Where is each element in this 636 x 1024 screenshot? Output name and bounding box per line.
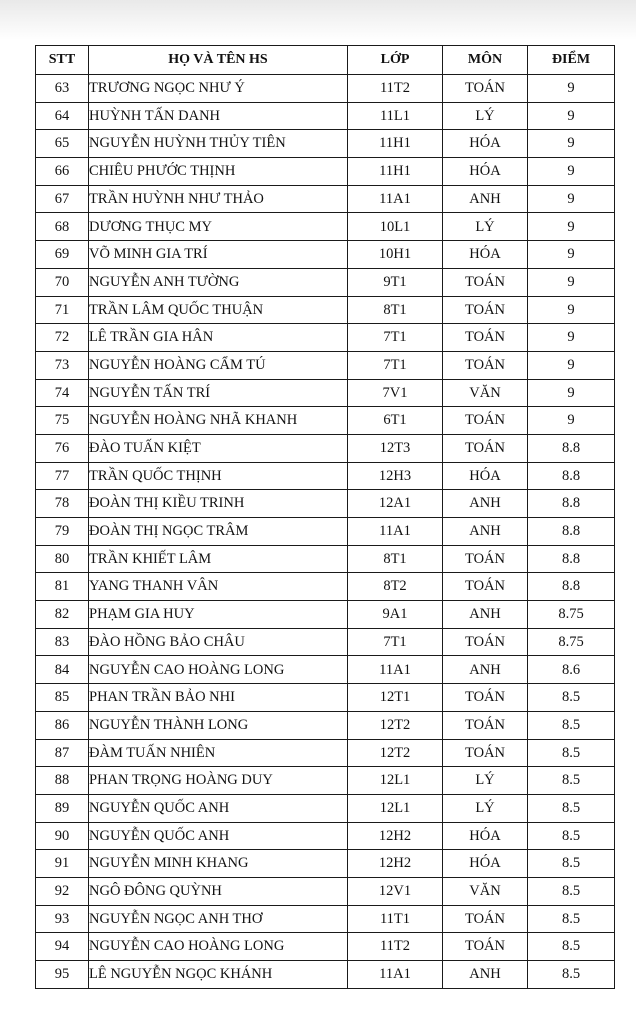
- cell-student-name: NGUYỄN TẤN TRÍ: [89, 379, 348, 407]
- cell-subject: ANH: [443, 490, 528, 518]
- cell-subject: LÝ: [443, 794, 528, 822]
- cell-class: 11L1: [348, 102, 443, 130]
- cell-subject: TOÁN: [443, 711, 528, 739]
- cell-class: 8T1: [348, 296, 443, 324]
- cell-score: 9: [528, 407, 615, 435]
- cell-student-name: NGUYỄN QUỐC ANH: [89, 822, 348, 850]
- cell-student-name: ĐÀO TUẤN KIỆT: [89, 434, 348, 462]
- cell-score: 8.8: [528, 434, 615, 462]
- cell-student-name: TRƯƠNG NGỌC NHƯ Ý: [89, 75, 348, 103]
- cell-class: 11A1: [348, 961, 443, 989]
- cell-subject: HÓA: [443, 130, 528, 158]
- cell-stt: 89: [36, 794, 89, 822]
- cell-class: 11H1: [348, 130, 443, 158]
- cell-student-name: ĐOÀN THỊ KIỀU TRINH: [89, 490, 348, 518]
- cell-class: 12T1: [348, 684, 443, 712]
- cell-score: 8.5: [528, 767, 615, 795]
- cell-student-name: NGÔ ĐÔNG QUỲNH: [89, 877, 348, 905]
- cell-student-name: TRẦN LÂM QUỐC THUẬN: [89, 296, 348, 324]
- cell-subject: TOÁN: [443, 407, 528, 435]
- cell-class: 10L1: [348, 213, 443, 241]
- cell-subject: HÓA: [443, 462, 528, 490]
- cell-score: 8.8: [528, 490, 615, 518]
- cell-student-name: LÊ TRẦN GIA HÂN: [89, 324, 348, 352]
- table-row: [36, 407, 615, 435]
- cell-stt: 71: [36, 296, 89, 324]
- cell-class: 12A1: [348, 490, 443, 518]
- cell-score: 8.5: [528, 933, 615, 961]
- cell-subject: HÓA: [443, 241, 528, 269]
- cell-score: 8.8: [528, 573, 615, 601]
- cell-subject: TOÁN: [443, 296, 528, 324]
- cell-stt: 74: [36, 379, 89, 407]
- cell-stt: 66: [36, 158, 89, 186]
- cell-subject: TOÁN: [443, 351, 528, 379]
- cell-student-name: PHAN TRỌNG HOÀNG DUY: [89, 767, 348, 795]
- cell-student-name: VÕ MINH GIA TRÍ: [89, 241, 348, 269]
- cell-class: 8T1: [348, 545, 443, 573]
- cell-student-name: NGUYỄN MINH KHANG: [89, 850, 348, 878]
- cell-student-name: DƯƠNG THỤC MY: [89, 213, 348, 241]
- cell-stt: 91: [36, 850, 89, 878]
- cell-score: 9: [528, 296, 615, 324]
- cell-class: 7T1: [348, 324, 443, 352]
- table-row: [36, 711, 615, 739]
- cell-subject: ANH: [443, 656, 528, 684]
- cell-student-name: LÊ NGUYỄN NGỌC KHÁNH: [89, 961, 348, 989]
- cell-stt: 92: [36, 877, 89, 905]
- cell-score: 8.8: [528, 545, 615, 573]
- cell-subject: TOÁN: [443, 545, 528, 573]
- cell-student-name: PHẠM GIA HUY: [89, 601, 348, 629]
- table-row: [36, 933, 615, 961]
- table-row: [36, 545, 615, 573]
- cell-score: 8.5: [528, 711, 615, 739]
- cell-student-name: TRẦN QUỐC THỊNH: [89, 462, 348, 490]
- cell-subject: VĂN: [443, 877, 528, 905]
- table-row: [36, 75, 615, 103]
- cell-subject: HÓA: [443, 822, 528, 850]
- table-row: [36, 767, 615, 795]
- cell-stt: 86: [36, 711, 89, 739]
- cell-score: 8.5: [528, 877, 615, 905]
- table-row: [36, 794, 615, 822]
- cell-class: 7V1: [348, 379, 443, 407]
- table-row: [36, 462, 615, 490]
- cell-score: 8.5: [528, 850, 615, 878]
- cell-score: 8.8: [528, 462, 615, 490]
- cell-score: 9: [528, 241, 615, 269]
- table-row: [36, 656, 615, 684]
- table-row: [36, 905, 615, 933]
- cell-score: 8.5: [528, 739, 615, 767]
- table-row: [36, 213, 615, 241]
- cell-class: 7T1: [348, 351, 443, 379]
- cell-stt: 79: [36, 518, 89, 546]
- cell-subject: TOÁN: [443, 268, 528, 296]
- table-row: [36, 518, 615, 546]
- cell-subject: ANH: [443, 518, 528, 546]
- cell-student-name: CHIÊU PHƯỚC THỊNH: [89, 158, 348, 186]
- cell-stt: 73: [36, 351, 89, 379]
- cell-score: 8.8: [528, 518, 615, 546]
- cell-stt: 81: [36, 573, 89, 601]
- table-body: [36, 75, 615, 989]
- cell-score: 9: [528, 213, 615, 241]
- cell-student-name: YANG THANH VÂN: [89, 573, 348, 601]
- table-row: [36, 185, 615, 213]
- table-row: [36, 877, 615, 905]
- cell-stt: 64: [36, 102, 89, 130]
- cell-subject: HÓA: [443, 158, 528, 186]
- cell-score: 8.6: [528, 656, 615, 684]
- cell-stt: 85: [36, 684, 89, 712]
- cell-student-name: NGUYỄN QUỐC ANH: [89, 794, 348, 822]
- cell-score: 8.75: [528, 628, 615, 656]
- table-row: [36, 379, 615, 407]
- cell-stt: 72: [36, 324, 89, 352]
- cell-score: 9: [528, 158, 615, 186]
- cell-class: 9A1: [348, 601, 443, 629]
- cell-class: 11T2: [348, 75, 443, 103]
- cell-score: 9: [528, 351, 615, 379]
- cell-subject: HÓA: [443, 850, 528, 878]
- header-stt: STT: [36, 46, 89, 75]
- cell-class: 11T2: [348, 933, 443, 961]
- cell-stt: 94: [36, 933, 89, 961]
- cell-score: 9: [528, 75, 615, 103]
- cell-subject: ANH: [443, 601, 528, 629]
- table-row: [36, 434, 615, 462]
- header-subject: MÔN: [443, 46, 528, 75]
- cell-subject: TOÁN: [443, 684, 528, 712]
- cell-score: 9: [528, 324, 615, 352]
- table-row: [36, 241, 615, 269]
- cell-class: 11A1: [348, 656, 443, 684]
- cell-student-name: NGUYỄN HOÀNG NHÃ KHANH: [89, 407, 348, 435]
- header-row: [36, 46, 615, 75]
- cell-class: 12T2: [348, 739, 443, 767]
- table-row: [36, 739, 615, 767]
- cell-student-name: ĐÀO HỒNG BẢO CHÂU: [89, 628, 348, 656]
- cell-student-name: NGUYỄN HOÀNG CẨM TÚ: [89, 351, 348, 379]
- table-row: [36, 296, 615, 324]
- table-row: [36, 961, 615, 989]
- cell-score: 8.5: [528, 684, 615, 712]
- cell-class: 12V1: [348, 877, 443, 905]
- cell-subject: LÝ: [443, 213, 528, 241]
- cell-stt: 84: [36, 656, 89, 684]
- cell-subject: VĂN: [443, 379, 528, 407]
- cell-subject: LÝ: [443, 102, 528, 130]
- header-class: LỚP: [348, 46, 443, 75]
- cell-student-name: NGUYỄN CAO HOÀNG LONG: [89, 656, 348, 684]
- cell-score: 8.5: [528, 822, 615, 850]
- cell-subject: TOÁN: [443, 573, 528, 601]
- table-row: [36, 351, 615, 379]
- table-row: [36, 490, 615, 518]
- cell-stt: 69: [36, 241, 89, 269]
- cell-stt: 68: [36, 213, 89, 241]
- cell-subject: LÝ: [443, 767, 528, 795]
- cell-class: 11H1: [348, 158, 443, 186]
- cell-score: 9: [528, 379, 615, 407]
- cell-stt: 95: [36, 961, 89, 989]
- cell-score: 9: [528, 102, 615, 130]
- cell-subject: TOÁN: [443, 905, 528, 933]
- cell-student-name: NGUYỄN NGỌC ANH THƠ: [89, 905, 348, 933]
- cell-student-name: ĐÀM TUẤN NHIÊN: [89, 739, 348, 767]
- cell-student-name: TRẦN HUỲNH NHƯ THẢO: [89, 185, 348, 213]
- cell-stt: 80: [36, 545, 89, 573]
- cell-score: 8.5: [528, 905, 615, 933]
- cell-stt: 87: [36, 739, 89, 767]
- cell-class: 9T1: [348, 268, 443, 296]
- cell-class: 12L1: [348, 767, 443, 795]
- table-row: [36, 324, 615, 352]
- table-row: [36, 158, 615, 186]
- cell-class: 10H1: [348, 241, 443, 269]
- page-top-shadow: [0, 0, 636, 40]
- cell-class: 12H2: [348, 850, 443, 878]
- cell-class: 8T2: [348, 573, 443, 601]
- cell-class: 11T1: [348, 905, 443, 933]
- cell-stt: 93: [36, 905, 89, 933]
- cell-score: 9: [528, 185, 615, 213]
- table-header: [36, 46, 615, 75]
- cell-class: 6T1: [348, 407, 443, 435]
- cell-subject: TOÁN: [443, 434, 528, 462]
- cell-class: 12H2: [348, 822, 443, 850]
- table-row: [36, 684, 615, 712]
- table-row: [36, 268, 615, 296]
- cell-stt: 90: [36, 822, 89, 850]
- cell-student-name: NGUYỄN CAO HOÀNG LONG: [89, 933, 348, 961]
- cell-stt: 83: [36, 628, 89, 656]
- cell-stt: 78: [36, 490, 89, 518]
- cell-class: 11A1: [348, 185, 443, 213]
- cell-stt: 88: [36, 767, 89, 795]
- cell-student-name: TRẦN KHIẾT LÂM: [89, 545, 348, 573]
- header-name: HỌ VÀ TÊN HS: [89, 46, 348, 75]
- cell-class: 12L1: [348, 794, 443, 822]
- cell-student-name: NGUYỄN THÀNH LONG: [89, 711, 348, 739]
- cell-stt: 82: [36, 601, 89, 629]
- cell-student-name: PHAN TRẦN BẢO NHI: [89, 684, 348, 712]
- cell-student-name: NGUYỄN ANH TƯỜNG: [89, 268, 348, 296]
- cell-score: 8.75: [528, 601, 615, 629]
- table-row: [36, 601, 615, 629]
- cell-score: 9: [528, 268, 615, 296]
- cell-subject: ANH: [443, 185, 528, 213]
- cell-stt: 63: [36, 75, 89, 103]
- cell-subject: TOÁN: [443, 324, 528, 352]
- cell-stt: 76: [36, 434, 89, 462]
- cell-student-name: ĐOÀN THỊ NGỌC TRÂM: [89, 518, 348, 546]
- cell-class: 7T1: [348, 628, 443, 656]
- cell-score: 8.5: [528, 961, 615, 989]
- cell-student-name: HUỲNH TẤN DANH: [89, 102, 348, 130]
- header-score: ĐIỂM: [528, 46, 615, 75]
- table-row: [36, 130, 615, 158]
- cell-stt: 70: [36, 268, 89, 296]
- cell-stt: 77: [36, 462, 89, 490]
- cell-stt: 67: [36, 185, 89, 213]
- cell-score: 9: [528, 130, 615, 158]
- cell-class: 12T2: [348, 711, 443, 739]
- cell-class: 12H3: [348, 462, 443, 490]
- table-row: [36, 628, 615, 656]
- cell-subject: TOÁN: [443, 739, 528, 767]
- table-row: [36, 573, 615, 601]
- cell-stt: 65: [36, 130, 89, 158]
- cell-student-name: NGUYỄN HUỲNH THỦY TIÊN: [89, 130, 348, 158]
- cell-subject: TOÁN: [443, 75, 528, 103]
- cell-stt: 75: [36, 407, 89, 435]
- cell-subject: TOÁN: [443, 628, 528, 656]
- cell-class: 11A1: [348, 518, 443, 546]
- student-score-table: [35, 45, 615, 989]
- cell-subject: TOÁN: [443, 933, 528, 961]
- cell-subject: ANH: [443, 961, 528, 989]
- table-row: [36, 850, 615, 878]
- table-row: [36, 102, 615, 130]
- cell-score: 8.5: [528, 794, 615, 822]
- table-row: [36, 822, 615, 850]
- cell-class: 12T3: [348, 434, 443, 462]
